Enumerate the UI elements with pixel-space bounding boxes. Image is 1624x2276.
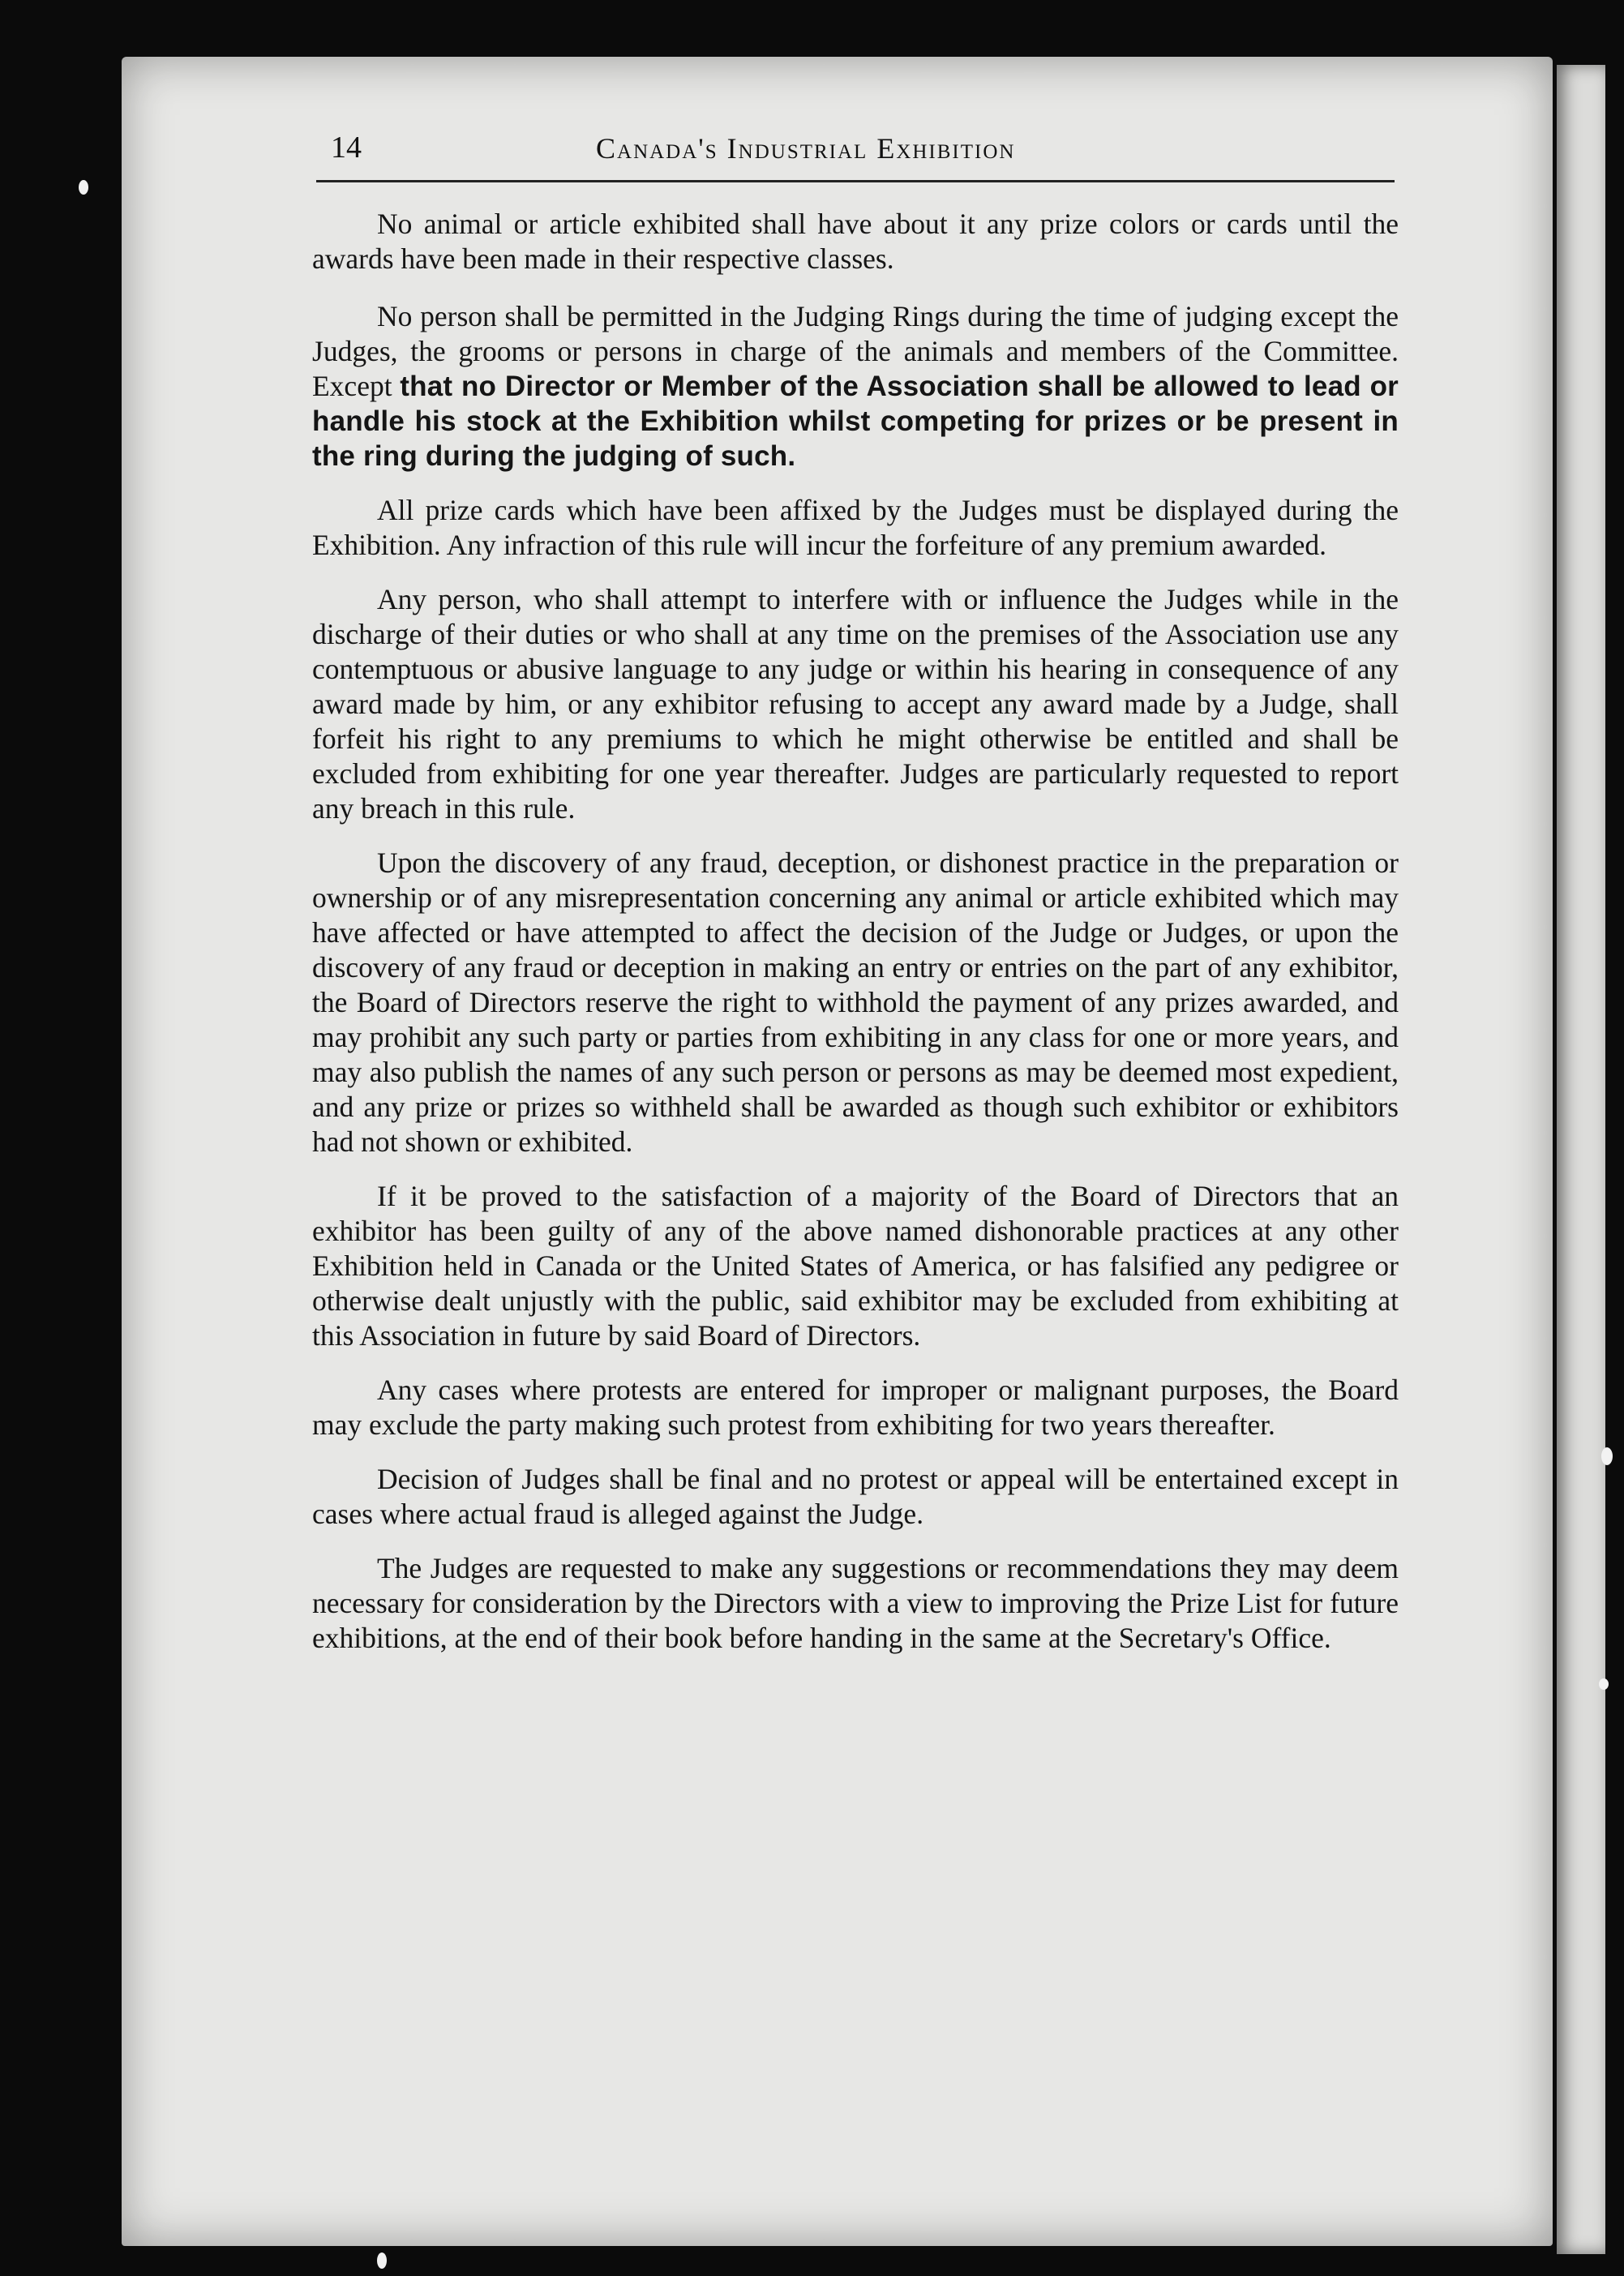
paragraph-text: Any cases where protests are entered for improper or malignant purposes, the Board may exclude the party making such protest from exhibiting for two years thereafter.: [312, 1374, 1399, 1441]
page-body: [312, 207, 1399, 1675]
paragraph-text: All prize cards which have been affixed by the Judges must be displayed during the Exhibition. Any infraction of this rule will incur the forfeiture of any premium awarded.: [312, 494, 1399, 561]
paragraph-text: Decision of Judges shall be final and no protest or appeal will be entertained except in cases where actual fraud is alleged against the Judge.: [312, 1463, 1399, 1530]
paragraph-prize-colors: [312, 207, 1399, 276]
paragraph-text: Any person, who shall attempt to interfere with or influence the Judges while in the discharge of their duties or who shall at any time on the premises of the Association use any contemptuous or abusive language to any judge or within his hearing in consequence of any award made by him, or any exhibitor refusing to accept any award made by a Judge, shall forfeit his right to any premiums to which he might otherwise be entitled and shall be excluded from exhibiting for one year thereafter. Judges are particularly requested to report any breach in this rule.: [312, 583, 1399, 825]
paragraph-text: The Judges are requested to make any suggestions or recommendations they may deem necessary for consideration by the Directors with a view to improving the Prize List for future exhibitions, at the end of their book before handing in the same at the Secretary's Office.: [312, 1552, 1399, 1654]
paragraph-text: No animal or article exhibited shall have about it any prize colors or cards until the awards have been made in their respective classes.: [312, 208, 1399, 275]
paragraph-text: No person shall be permitted in the Judging Rings during the time of judging except the Judges, the grooms or persons in charge of the animals and members of the Committee. Except: [312, 300, 1399, 402]
scan-speck: [1601, 1447, 1613, 1465]
header-rule: [316, 180, 1395, 182]
facing-page-edge: [1557, 65, 1605, 2254]
page-number: 14: [331, 131, 362, 165]
paragraph-protests: [312, 1373, 1399, 1442]
page-header: [316, 130, 1395, 178]
scan-speck: [79, 180, 88, 195]
paragraph-suggestions: [312, 1551, 1399, 1656]
paragraph-text: If it be proved to the satisfaction of a majority of the Board of Directors that an exhibitor has been guilty of any of the above named dishonorable practices at any other Exhibition held in Canada or the United States of America, or has falsified any pedigree or otherwise dealt unjustly with the public, said exhibitor may be excluded from exhibiting at this Association in future by said Board of Directors.: [312, 1180, 1399, 1352]
paragraph-dishonorable-practices: [312, 1179, 1399, 1353]
running-head: Canada's Industrial Exhibition: [596, 132, 1016, 165]
bold-emphasis-text: that no Director or Member of the Association shall be allowed to lead or handle his stock at the Exhibition whilst competing for prizes or be present in the ring during the judging of such.: [312, 371, 1399, 472]
paragraph-text: Upon the discovery of any fraud, deception, or dishonest practice in the preparation or ownership or of any misrepresentation concerning any animal or article exhibited which may have affected or have attempted to affect the decision of the Judge or Judges, or upon the discovery of any fraud or deception in making an entry or entries on the part of any exhibitor, the Board of Directors reserve the right to withhold the payment of any prizes awarded, and may prohibit any such party or parties from exhibiting in any class for one or more years, and may also publish the names of any such person or persons as may be deemed most expedient, and any prize or prizes so withheld shall be awarded as though such exhibitor or exhibitors had not shown or exhibited.: [312, 847, 1399, 1158]
paragraph-interference: [312, 582, 1399, 826]
scan-speck: [1599, 1678, 1609, 1690]
paragraph-judging-rings: [312, 299, 1399, 474]
paragraph-fraud: [312, 846, 1399, 1159]
scan-speck: [377, 2252, 387, 2269]
paragraph-decision-final: [312, 1462, 1399, 1532]
paragraph-prize-cards: [312, 493, 1399, 563]
